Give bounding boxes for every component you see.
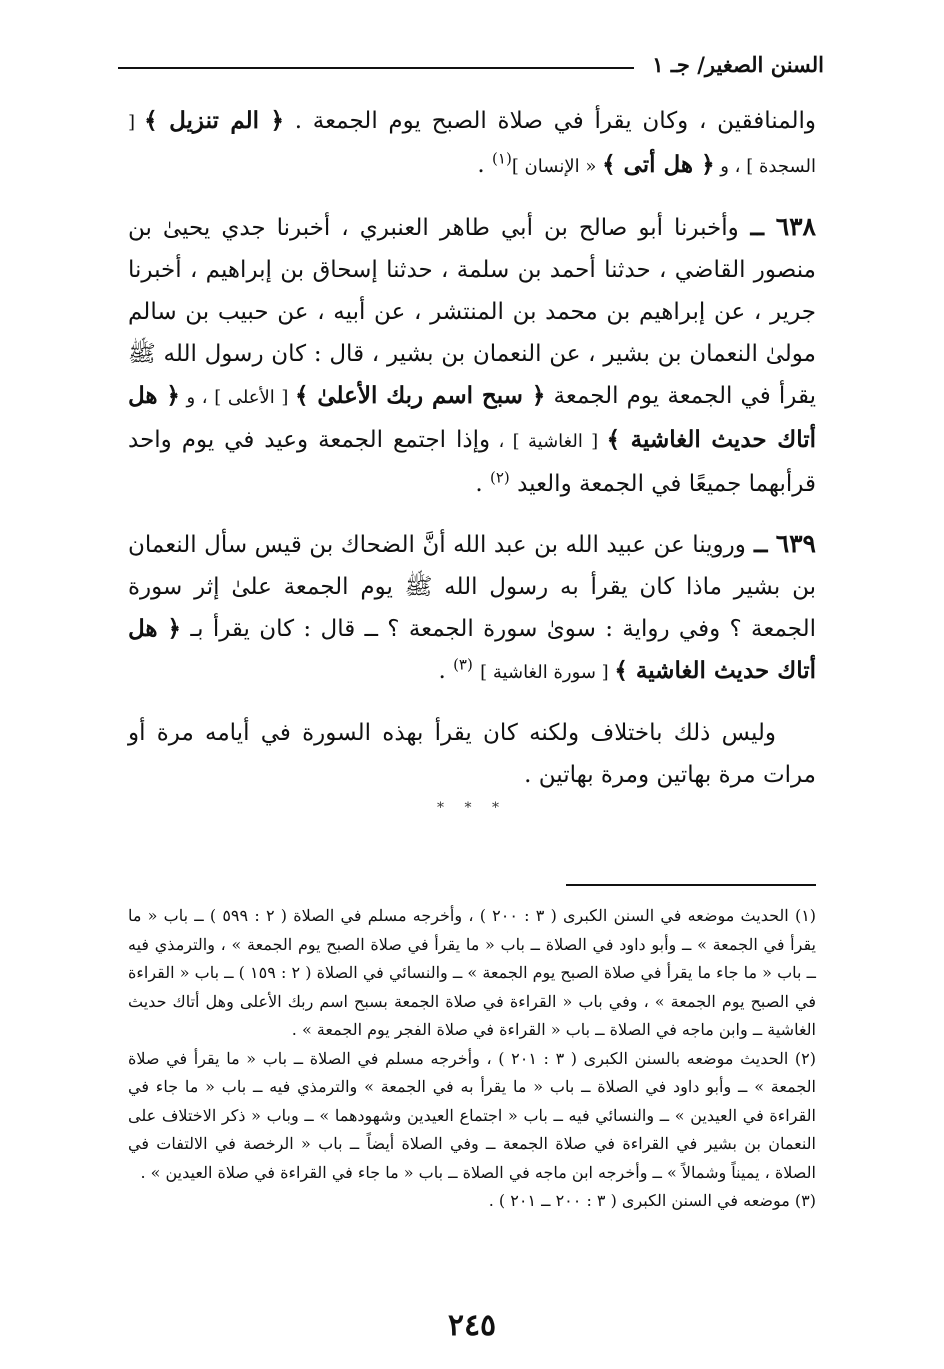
surah-reference: « الإنسان ] [511, 156, 603, 177]
hadith-number: ٦٣٨ [775, 212, 816, 241]
footnote-2: (٢) الحديث موضعه بالسنن الكبرى ( ٣ : ٢٠١ ) ، وأخرجه مسلم في الصلاة ــ باب « ما يقرأ في صلاة الجمعة » ــ وأبو داود في الصلاة ــ باب « ما يقرأ به في الجمعة » والترمذي فيه ــ باب « ما جاء في القراءة في العيدين » ــ والنسائي فيه ــ باب « اجتماع العيدين وشهودهما » ــ وباب « ذكر الاختلاف على النعمان بن بشير في القراءة في صلاة الجمعة ــ وفي الصلاة أيضاً ــ باب « الرخصة في الالتفات في الصلاة ، يميناً وشمالاً » ــ وأخرجه ابن ماجه في الصلاة ــ باب « ما جاء في القراءة في صلاة العيدين » . [128, 1048, 817, 1182]
footnote-marker: (٢) [489, 468, 510, 487]
footnote-rule [566, 884, 816, 886]
paragraph-end: . [438, 658, 454, 684]
quran-quote: ﴿ سبح اسم ربك الأعلىٰ ﴾ [295, 382, 546, 409]
quran-quote: ﴿ الم تنزيل ﴾ [144, 107, 284, 134]
hadith-text: وأخبرنا أبو صالح بن أبي طاهر العنبري ، أخبرنا جدي يحيىٰ بن منصور القاضي ، حدثنا أحمد بن سلمة ، حدثنا إسحاق بن إبراهيم ، أخبرنا جرير ، عن إبراهيم بن محمد بن المنتشر ، عن أبيه ، عن حبيب بن سالم مولىٰ النعمان بن بشير ، عن النعمان بن بشير ، قال : كان رسول الله ﷺ يقرأ في الجمعة يوم الجمعة [128, 215, 816, 409]
hadith-639 [128, 523, 816, 694]
hadith-dash: ــ [738, 214, 776, 241]
footnote-1: (١) الحديث موضعه في السنن الكبرى ( ٣ : ٢٠٠ ) ، وأخرجه مسلم في الصلاة ( ٢ : ٥٩٩ ) ــ باب « ما يقرأ في الجمعة » ــ وأبو داود في الصلاة ــ باب « ما يقرأ في صلاة الصبح يوم الجمعة » ، والترمذي فيه ــ باب « ما جاء ما يقرأ في صلاة الصبح يوم الجمعة » ــ والنسائي في الصلاة ( ٢ : ١٥٩ ) ــ باب « القراءة في الصبح يوم الجمعة » ، وفي باب « القراءة في صلاة الجمعة بسبح اسم ربك الأعلى وهل أتاك حديث الغاشية ــ وابن ماجه في الصلاة ــ باب « القراءة في صلاة الفجر يوم الجمعة » . [128, 906, 817, 1039]
main-text [128, 100, 816, 796]
footnote-3: (٣) موضعه في السنن الكبرى ( ٣ : ٢٠٠ ــ ٢٠١ ) . [488, 1191, 816, 1210]
surah-reference: [ السجدة ] ، و [128, 112, 816, 177]
hadith-dash: ــ [745, 531, 776, 558]
page-number: ٢٤٥ [447, 1308, 497, 1343]
paragraph-continuation [128, 100, 816, 188]
surah-reference: [ الأعلى ] ، و [179, 387, 296, 408]
hadith-text: وإذا اجتمع الجمعة وعيد في يوم واحد قرأبهما جميعًا في الجمعة والعيد [128, 427, 816, 497]
hadith-number: ٦٣٩ [775, 529, 816, 558]
paragraph-end: . [477, 152, 493, 178]
quran-quote: ﴿ هل أتاك حديث الغاشية ﴾ [128, 382, 817, 453]
quran-quote: ﴿ هل أتى ﴾ [602, 151, 715, 178]
running-title: السنن الصغير/ جـ ١ [652, 51, 824, 77]
running-header [118, 44, 824, 84]
hadith-638 [128, 206, 816, 505]
header-rule [118, 67, 634, 69]
footnote-marker: (٣) [453, 655, 473, 674]
hadith-text: وروينا عن عبيد الله بن عبد الله أنَّ الضحاك بن قيس سأل النعمان بن بشير ماذا كان يقرأ به رسول الله ﷺ يوم الجمعة علىٰ إثر سورة الجمعة ؟ وفي رواية : سوىٰ سورة الجمعة ؟ ــ قال : كان يقرأ بـ [128, 532, 817, 642]
footnote-marker: (١) [492, 149, 512, 168]
surah-reference: [ سورة الغاشية ] [480, 662, 615, 683]
quran-quote: ﴿ هل أتاك حديث الغاشية ﴾ [128, 615, 816, 684]
section-separator: * * * [437, 800, 507, 816]
paragraph-end: . [475, 471, 490, 497]
closing-paragraph: وليس ذلك باختلاف ولكنه كان يقرأ بهذه السورة في أيامه مرة أو مرات مرة بهاتين ومرة بهاتين . [128, 720, 816, 788]
surah-reference: [ الغاشية ] ، [490, 431, 607, 452]
footnotes [128, 902, 816, 1216]
paragraph-text: والمنافقين ، وكان يقرأ في صلاة الصبح يوم الجمعة . [283, 108, 816, 134]
